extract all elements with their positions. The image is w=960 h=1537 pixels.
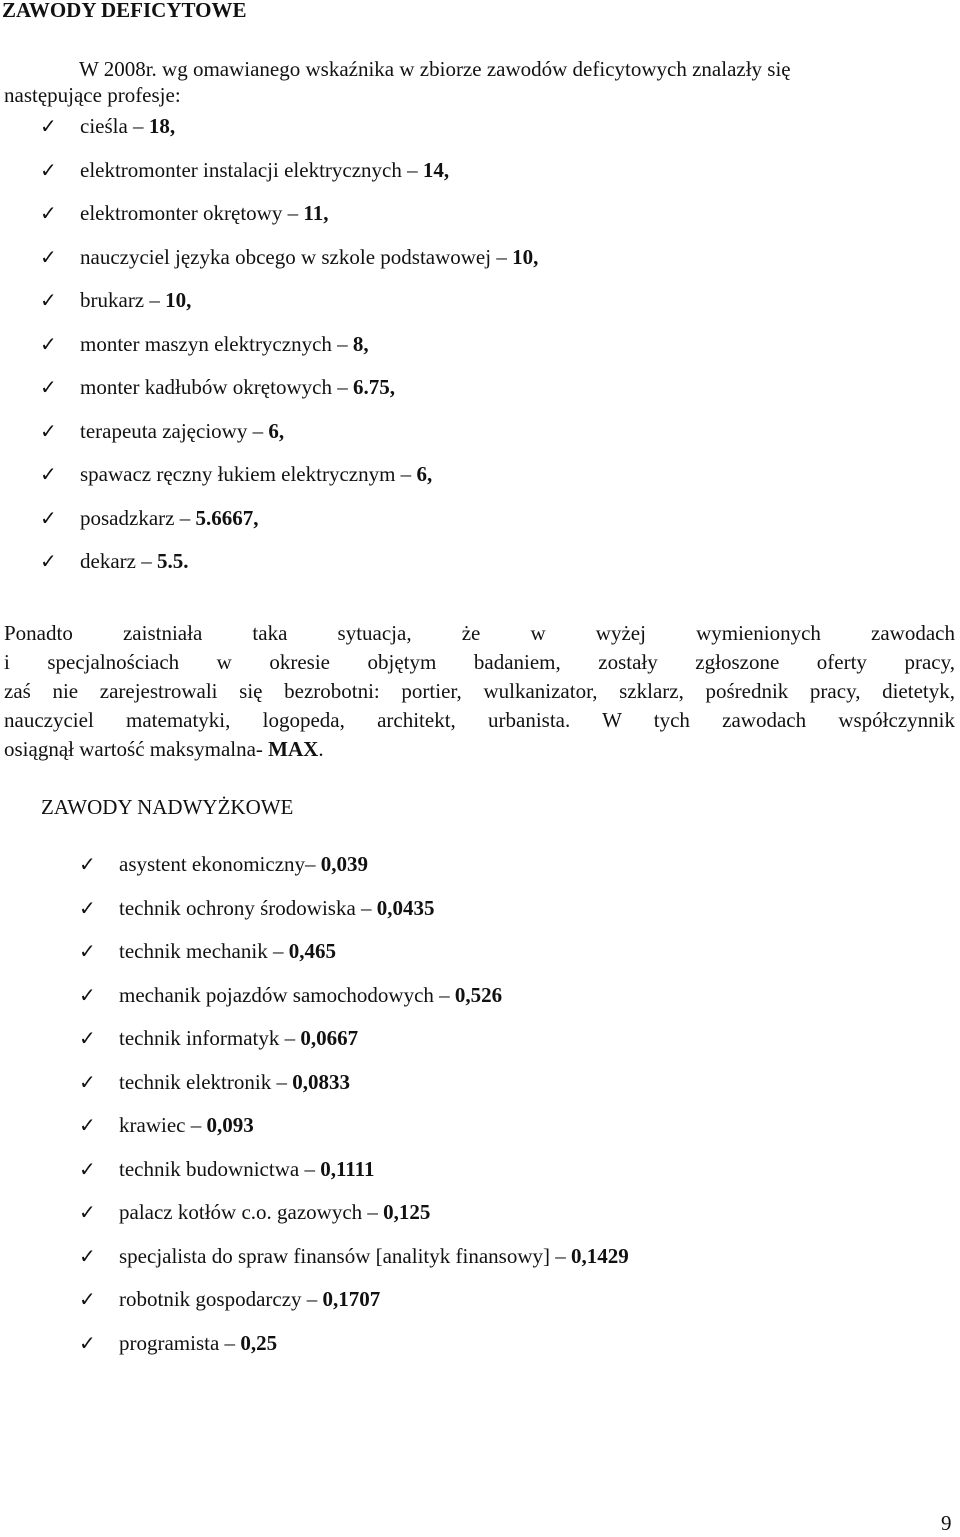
list-item: ✓ technik informatyk – 0,0667 bbox=[79, 1026, 359, 1050]
list-item: ✓ posadzkarz – 5.6667, bbox=[40, 506, 259, 530]
check-icon: ✓ bbox=[79, 852, 96, 876]
check-icon: ✓ bbox=[79, 1287, 96, 1311]
check-icon: ✓ bbox=[79, 896, 96, 920]
list-item: ✓ asystent ekonomiczny– 0,039 bbox=[79, 852, 369, 876]
check-icon: ✓ bbox=[40, 114, 57, 138]
list-item: ✓ technik elektronik – 0,0833 bbox=[79, 1070, 350, 1094]
check-icon: ✓ bbox=[79, 939, 96, 963]
list-item: ✓ specjalista do spraw finansów [analityk finansowy] – 0,1429 bbox=[79, 1244, 629, 1268]
check-icon: ✓ bbox=[40, 332, 57, 356]
list-item: ✓ krawiec – 0,093 bbox=[79, 1113, 254, 1137]
list-item: ✓ technik budownictwa – 0,1111 bbox=[79, 1157, 375, 1181]
intro-line-1: W 2008r. wg omawianego wskaźnika w zbiorze zawodów deficytowych znalazły się bbox=[79, 57, 791, 81]
check-icon: ✓ bbox=[79, 1070, 96, 1094]
section-title-deficit: ZAWODY DEFICYTOWE bbox=[2, 0, 247, 22]
list-item: ✓ monter maszyn elektrycznych – 8, bbox=[40, 332, 369, 356]
check-icon: ✓ bbox=[79, 1157, 96, 1181]
list-item: ✓ monter kadłubów okrętowych – 6.75, bbox=[40, 375, 395, 399]
list-item: ✓ technik mechanik – 0,465 bbox=[79, 939, 336, 963]
check-icon: ✓ bbox=[40, 419, 57, 443]
paragraph-line-2: i specjalnościach w okresie objętym badaniem, zostały zgłoszone oferty pracy, bbox=[4, 650, 955, 674]
check-icon: ✓ bbox=[79, 1200, 96, 1224]
paragraph-line-4: nauczyciel matematyki, logopeda, architekt, urbanista. W tych zawodach współczynnik bbox=[4, 708, 955, 732]
check-icon: ✓ bbox=[79, 1244, 96, 1268]
list-item: ✓ elektromonter instalacji elektrycznych – 14, bbox=[40, 158, 450, 182]
paragraph-line-1: Ponadto zaistniała taka sytuacja, że w wyżej wymienionych zawodach bbox=[4, 621, 955, 645]
intro-line-2: następujące profesje: bbox=[4, 83, 181, 107]
list-item: ✓ terapeuta zajęciowy – 6, bbox=[40, 419, 285, 443]
check-icon: ✓ bbox=[79, 983, 96, 1007]
check-icon: ✓ bbox=[40, 288, 57, 312]
check-icon: ✓ bbox=[40, 506, 57, 530]
check-icon: ✓ bbox=[79, 1113, 96, 1137]
list-item: ✓ robotnik gospodarczy – 0,1707 bbox=[79, 1287, 381, 1311]
list-item: ✓ cieśla – 18, bbox=[40, 114, 176, 138]
check-icon: ✓ bbox=[40, 549, 57, 573]
list-item: ✓ nauczyciel języka obcego w szkole podstawowej – 10, bbox=[40, 245, 539, 269]
list-item: ✓ palacz kotłów c.o. gazowych – 0,125 bbox=[79, 1200, 431, 1224]
check-icon: ✓ bbox=[79, 1331, 96, 1355]
check-icon: ✓ bbox=[40, 201, 57, 225]
check-icon: ✓ bbox=[40, 245, 57, 269]
list-item: ✓ dekarz – 5.5. bbox=[40, 549, 189, 573]
page-number: 9 bbox=[941, 1511, 952, 1535]
section-title-surplus: ZAWODY NADWYŻKOWE bbox=[41, 795, 294, 819]
list-item: ✓ brukarz – 10, bbox=[40, 288, 192, 312]
list-item: ✓ spawacz ręczny łukiem elektrycznym – 6, bbox=[40, 462, 433, 486]
list-item: ✓ programista – 0,25 bbox=[79, 1331, 278, 1355]
list-item: ✓ technik ochrony środowiska – 0,0435 bbox=[79, 896, 435, 920]
check-icon: ✓ bbox=[40, 462, 57, 486]
list-item: ✓ mechanik pojazdów samochodowych – 0,526 bbox=[79, 983, 503, 1007]
body-paragraph bbox=[4, 619, 955, 764]
paragraph-line-5: osiągnął wartość maksymalna- MAX. bbox=[4, 737, 324, 761]
check-icon: ✓ bbox=[40, 158, 57, 182]
paragraph-line-3: zaś nie zarejestrowali się bezrobotni: portier, wulkanizator, szklarz, pośrednik pracy, dietetyk, bbox=[4, 679, 955, 703]
list-item: ✓ elektromonter okrętowy – 11, bbox=[40, 201, 329, 225]
check-icon: ✓ bbox=[40, 375, 57, 399]
check-icon: ✓ bbox=[79, 1026, 96, 1050]
